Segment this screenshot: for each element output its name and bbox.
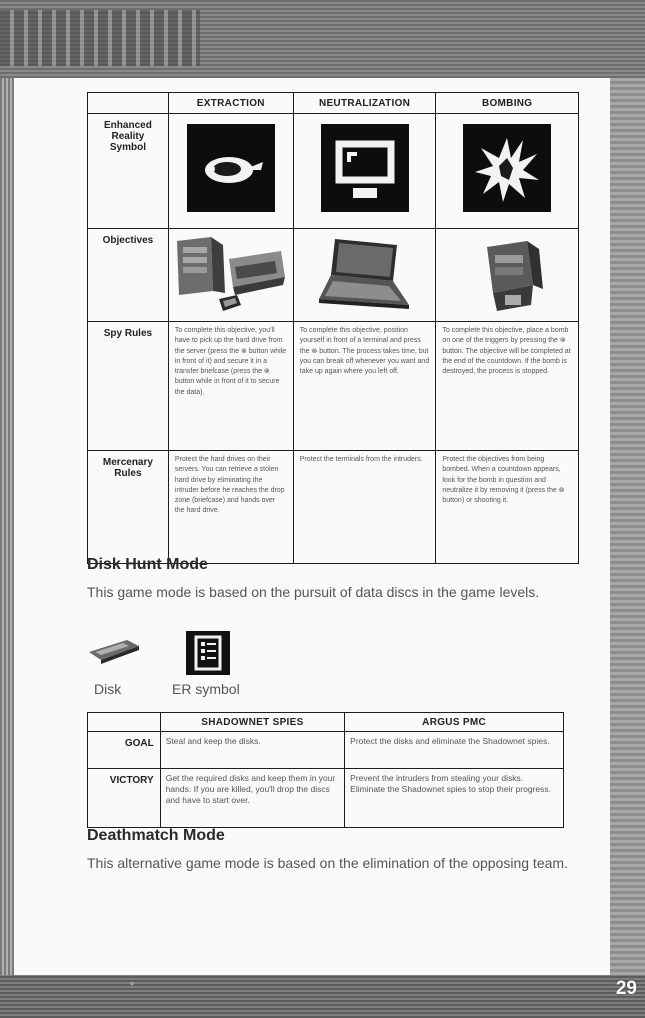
disk-hunt-description: This game mode is based on the pursuit of data discs in the game levels. — [87, 584, 540, 600]
header-extraction: EXTRACTION — [168, 93, 293, 114]
objective-cell-neutralization — [293, 229, 436, 322]
spy-rules-bombing: To complete this objective, place a bomb on one of the triggers by pressing the ⊗ button. The objective will be completed at the end of the countdown. If the bomb is destroyed, the process is stopped. — [436, 322, 579, 451]
right-decorative-band — [610, 78, 645, 978]
deathmatch-description: This alternative game mode is based on the elimination of the opposing team. — [87, 855, 568, 871]
victory-spies: Get the required disks and keep them in your hands. If you are killed, you'll drop the discs and have to start over. — [160, 769, 344, 828]
disk-hunt-title: Disk Hunt Mode — [87, 556, 208, 573]
row-label-objectives: Objectives — [88, 229, 169, 322]
left-decorative-band — [0, 78, 14, 978]
row-label-er-symbol: Enhanced Reality Symbol — [88, 114, 169, 229]
row-label-spy-rules: Spy Rules — [88, 322, 169, 451]
top-decorative-band — [0, 0, 645, 78]
table-row — [88, 114, 579, 229]
er-cell-bombing — [436, 114, 579, 229]
header-cell-empty — [88, 713, 161, 732]
header-graphic — [0, 10, 200, 66]
mercenary-rules-extraction: Protect the hard drives on their servers. You can retrieve a stolen hard drive by eliminating the intruder before he reaches the drop zone (briefcase) and hands over the hard drive. — [168, 451, 293, 564]
header-argus-pmc: ARGUS PMC — [345, 713, 564, 732]
hard-drive-and-briefcase-image — [169, 229, 293, 321]
header-shadownet-spies: SHADOWNET SPIES — [160, 713, 344, 732]
disk-image — [87, 638, 141, 664]
objective-cell-bombing — [436, 229, 579, 322]
deathmatch-title: Deathmatch Mode — [87, 827, 225, 844]
er-cell-extraction — [168, 114, 293, 229]
goal-spies: Steal and keep the disks. — [160, 732, 344, 769]
disk-caption: Disk — [94, 681, 122, 697]
er-symbol-icon — [186, 631, 230, 675]
row-label-goal: GOAL — [88, 732, 161, 769]
mercenary-rules-neutralization: Protect the terminals from the intruders. — [293, 451, 436, 564]
bottom-decorative-band — [0, 975, 645, 1018]
table-row — [88, 229, 579, 322]
table-row — [88, 322, 579, 451]
er-symbol-caption: ER symbol — [172, 681, 240, 697]
explosion-icon — [463, 124, 551, 212]
header-neutralization: NEUTRALIZATION — [293, 93, 436, 114]
header-cell-empty — [88, 93, 169, 114]
table-header-row — [88, 93, 579, 114]
satellite-dish-icon — [187, 124, 275, 212]
spy-rules-neutralization: To complete this objective, position yourself in front of a terminal and press the ⊗ button. The process takes time, but you can break off whenever you want and take up again where you left off. — [293, 322, 436, 451]
table-header-row — [88, 713, 564, 732]
game-modes-table — [87, 92, 579, 564]
goal-argus: Protect the disks and eliminate the Shadownet spies. — [345, 732, 564, 769]
page — [14, 78, 610, 975]
bomb-device-image — [436, 229, 578, 321]
disk-hunt-table — [87, 712, 564, 828]
victory-argus: Prevent the intruders from stealing your disks. Eliminate the Shadownet spies to stop their progress. — [345, 769, 564, 828]
row-label-victory: VICTORY — [88, 769, 161, 828]
laptop-terminal-image — [294, 229, 436, 321]
monitor-icon — [321, 124, 409, 212]
er-cell-neutralization — [293, 114, 436, 229]
table-row — [88, 451, 579, 564]
page-number: 29 — [615, 978, 637, 999]
table-row — [88, 732, 564, 769]
bottom-dot: ° — [130, 981, 135, 993]
table-row — [88, 769, 564, 828]
spy-rules-extraction: To complete this objective, you'll have to pick up the hard drive from the server (press the ⊗ button while in front of it) and secure it in a transfer briefcase (press the ⊗ button while in front of it to secure the data). — [168, 322, 293, 451]
objective-cell-extraction — [168, 229, 293, 322]
mercenary-rules-bombing: Protect the objectives from being bombed. When a countdown appears, look for the bomb in question and neutralize it by removing it (press the ⊗ button) or shooting it. — [436, 451, 579, 564]
row-label-mercenary-rules: Mercenary Rules — [88, 451, 169, 564]
header-bombing: BOMBING — [436, 93, 579, 114]
